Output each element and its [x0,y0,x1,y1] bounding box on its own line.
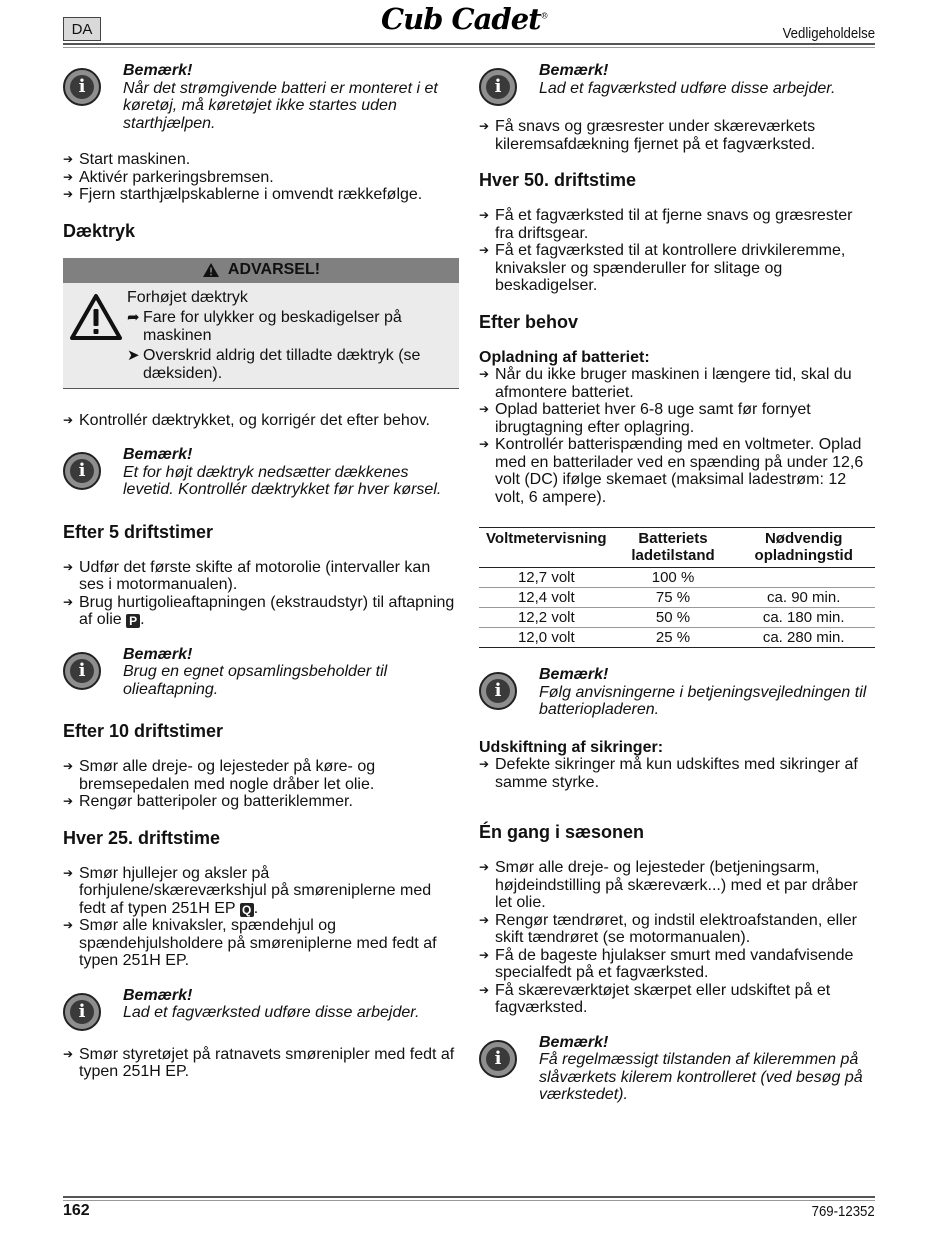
column-header: Voltmetervisning [479,528,614,568]
step-list [479,756,875,791]
note-box [479,666,875,719]
step-list [479,366,875,506]
note-text: Et for højt dæktryk nedsætter dækkenes levetid. Kontrollér dæktrykket før hver kørsel. [123,463,442,498]
note-title: Bemærk! [123,446,193,463]
note-title: Bemærk! [123,62,193,79]
section-heading: Én gang i sæsonen [479,822,645,842]
warning-icon [202,262,220,278]
table-cell: 12,7 volt [479,568,614,588]
arrow-curved-icon: ➦ [127,309,140,326]
warning-triangle-icon [69,293,123,341]
list-item: ➔ Start maskinen. [63,151,459,169]
right-column [479,62,875,1104]
header-rule [63,43,875,45]
left-column [63,62,459,1081]
info-icon: i [479,68,517,106]
note-text: Få regelmæssigt tilstanden af kileremmen på slåværkets kilerem kontrolleret (ved besøg på værkstedet). [539,1051,863,1103]
warning-box [63,258,459,389]
table-row [479,608,875,628]
list-item: ➔ Få skæreværktøjet skærpet eller udskiftet på et fagværksted. [479,982,875,1017]
section-heading: Dæktryk [63,220,136,241]
list-item: ➔ Smør styretøjet på ratnavets smørenipler med fedt af typen 251H EP. [63,1046,459,1081]
table-cell: ca. 280 min. [732,628,875,648]
footer-rule-thin [63,1200,875,1201]
list-item: ➔ Brug hurtigolieaftapningen (ekstraudstyr) til aftapning af olie P . [63,594,459,629]
note-box [63,62,459,132]
list-item: ➔ Smør alle dreje- og lejesteder på køre- og bremsepedalen med nogle dråber let olie. [63,758,459,793]
note-text: Lad et fagværksted udføre disse arbejder. [539,79,836,97]
list-item: ➔ Få de bageste hjulakser smurt med vandafvisende specialfedt på et fagværksted. [479,947,875,982]
table-cell: ca. 90 min. [732,588,875,608]
warning-risk: ➦ Fare for ulykker og beskadigelser på maskinen [127,309,402,344]
section-title: Vedligeholdelse [782,25,875,42]
list-item: ➔ Rengør batteripoler og batteriklemmer. [63,793,459,811]
section-heading: Efter 10 driftstimer [63,721,224,741]
step-list [63,151,459,204]
note-text: Følg anvisningerne i betjeningsvejledningen til batteriopladeren. [539,683,867,718]
language-tag: DA [63,17,101,41]
step-list [63,1046,459,1081]
list-item: ➔ Få et fagværksted til at fjerne snavs og græsrester fra driftsgear. [479,207,875,242]
column-header: Nødvendig opladningstid [732,528,875,568]
note-box [63,646,459,699]
list-item: ➔ Smør alle knivaksler, spændehjul og spændehjulsholdere på smøreniplerne med fedt af typen 251H EP. [63,917,459,970]
battery-charge-table [479,527,875,648]
list-item: ➔ Aktivér parkeringsbremsen. [63,169,459,187]
subheading: Udskiftning af sikringer: [479,738,664,756]
list-item: ➔ Oplad batteriet hver 6-8 uge samt før fornyet ibrugtagning efter oplagring. [479,401,875,436]
list-item: ➔ Defekte sikringer må kun udskiftes med sikringer af samme styrke. [479,756,875,791]
step-list [479,207,875,295]
table-cell: 75 % [614,588,733,608]
table-row [479,568,875,588]
table-row [479,588,875,608]
table-cell: 25 % [614,628,733,648]
section-heading: Efter behov [479,311,579,332]
brand-logo: Cub Cadet® [381,2,548,36]
note-text: Lad et fagværksted udføre disse arbejder. [123,1004,420,1021]
step-list [63,865,459,970]
note-box [479,62,875,104]
q-label-badge: Q [240,903,254,917]
column-header: Batteriets ladetilstand [614,528,733,568]
note-text: Brug en egnet opsamlingsbeholder til olieaftapning. [123,663,388,698]
info-icon: i [63,993,101,1031]
section-heading: Efter 5 driftstimer [63,521,214,542]
list-item: ➔ Smør alle dreje- og lejesteder (betjeningsarm, højdeindstilling på skæreværk...) med et par dråber let olie. [479,859,875,912]
step-list [479,859,875,1017]
note-box [63,446,459,499]
info-icon: i [479,1040,517,1078]
table-cell: 12,4 volt [479,588,614,608]
table-cell: 50 % [614,608,733,628]
table-cell: ca. 180 min. [732,608,875,628]
warning-body [63,283,459,388]
warning-header [63,258,459,283]
list-item: ➔ Kontrollér dæktrykket, og korrigér det efter behov. [63,412,459,430]
table-cell: 100 % [614,568,733,588]
list-item: ➔ Smør hjullejer og aksler på forhjulene/skæreværkshjul på smøreniplerne med fedt af typen 251H EP Q . [63,865,459,918]
warning-title: Forhøjet dæktryk [127,288,248,306]
note-title: Bemærk! [539,62,609,79]
note-title: Bemærk! [539,1033,609,1051]
info-icon: i [63,652,101,690]
list-item: ➔ Få snavs og græsrester under skæreværkets kileremsafdækning fjernet på et fagværksted. [479,118,875,153]
subheading: Opladning af batteriet: [479,348,650,366]
p-label-badge: P [126,614,140,628]
note-title: Bemærk! [123,986,193,1004]
table-header-row [479,528,875,568]
document-number: 769-12352 [811,1203,875,1220]
note-box [479,1034,875,1104]
info-icon: i [63,68,101,106]
chevron-right-icon: ➤ [127,347,140,364]
note-box [63,987,459,1029]
table-row [479,628,875,648]
note-text: Når det strømgivende batteri er monteret i et køretøj, må køretøjet ikke startes uden starthjælpen. [123,79,438,132]
list-item: ➔ Udfør det første skifte af motorolie (intervaller kan ses i motormanualen). [63,559,459,594]
list-item: ➔ Fjern starthjælpskablerne i omvendt rækkefølge. [63,186,459,204]
info-icon: i [479,672,517,710]
list-item: ➔ Rengør tændrøret, og indstil elektroafstanden, eller skift tændrøret (se motormanualen). [479,912,875,947]
step-list [479,118,875,153]
section-heading: Hver 25. driftstime [63,827,221,848]
note-title: Bemærk! [123,645,193,663]
step-list [63,559,459,629]
list-item: ➔ Når du ikke bruger maskinen i længere tid, skal du afmontere batteriet. [479,366,875,401]
list-item: ➔ Få et fagværksted til at kontrollere drivkileremme, knivaksler og spænderuller for slitage og beskadigelser. [479,242,875,295]
footer-rule [63,1196,875,1198]
table-cell: 12,0 volt [479,628,614,648]
table-cell [732,568,875,588]
step-list [63,758,459,811]
table-cell: 12,2 volt [479,608,614,628]
note-title: Bemærk! [539,666,609,683]
step-list [63,412,459,430]
list-item: ➔ Kontrollér batterispænding med en voltmeter. Oplad med en batterilader ved en spænding på under 12,6 volt (DC) ifølge skemaet (maksimal ladestrøm: 12 volt, 6 ampere). [479,436,875,506]
page-number: 162 [63,1202,90,1219]
info-icon: i [63,452,101,490]
header-rule-thin [63,47,875,48]
warning-measure: ➤ Overskrid aldrig det tilladte dæktryk (se dæksiden). [127,347,421,382]
warning-label: ADVARSEL! [227,261,321,279]
section-heading: Hver 50. driftstime [479,170,637,190]
